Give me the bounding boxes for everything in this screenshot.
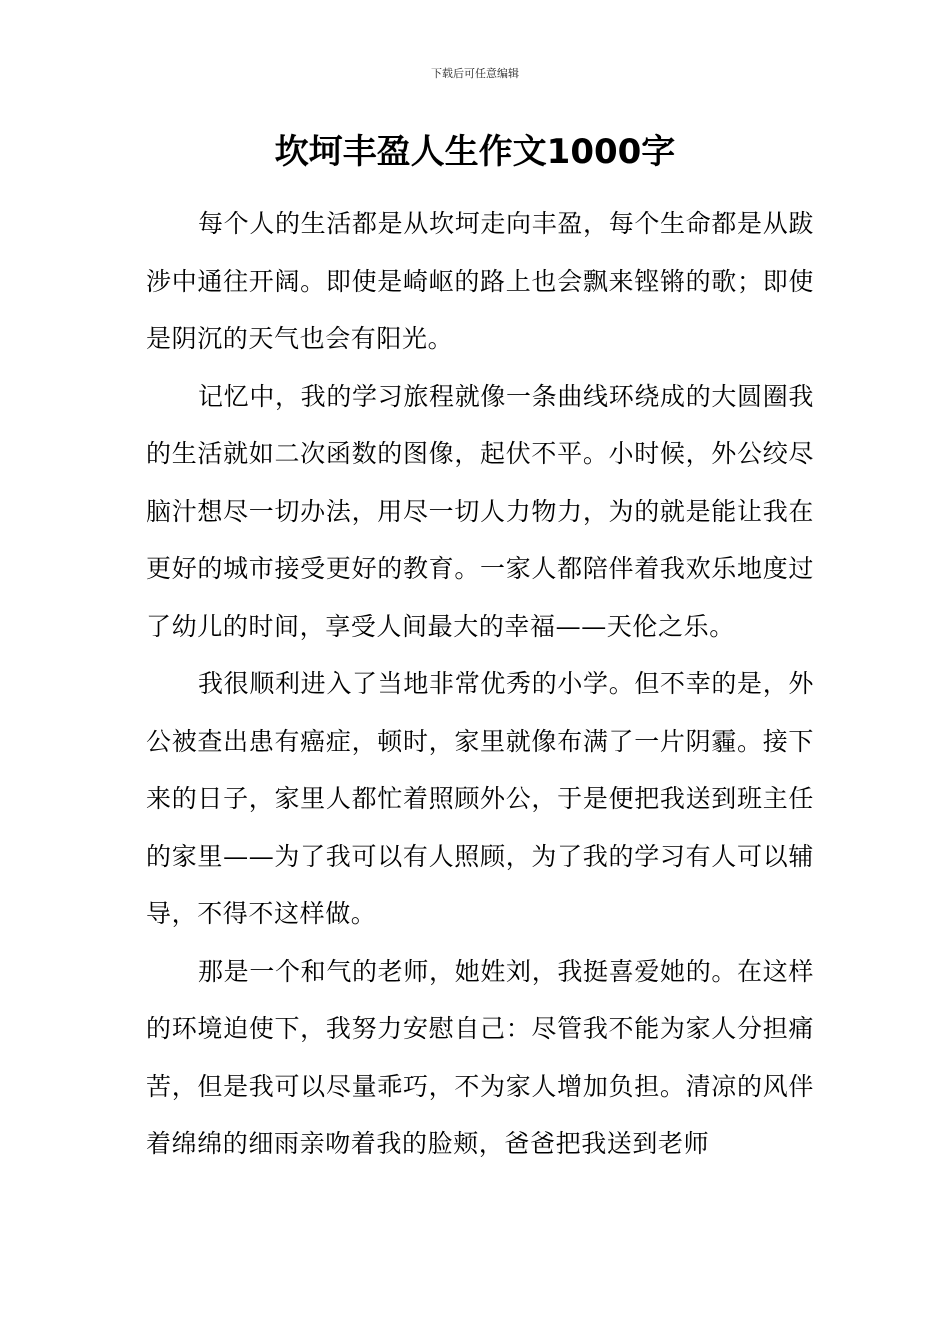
document-title: 坎坷丰盈人生作文1000字 bbox=[274, 132, 676, 172]
header-note: 下载后可任意编辑 bbox=[431, 67, 519, 80]
paragraph-4: 那是一个和气的老师，她姓刘，我挺喜爱她的。在这样的环境迫使下，我努力安慰自己：尽管我不能为家人分担痛苦，但是我可以尽量乖巧，不为家人增加负担。清凉的风伴着绵绵的细雨亲吻着我的脸颊，爸爸把我送到老师 bbox=[146, 956, 814, 1158]
paragraph-1: 每个人的生活都是从坎坷走向丰盈，每个生命都是从跋涉中通往开阔。即使是崎岖的路上也会飘来铿锵的歌；即使是阴沉的天气也会有阳光。 bbox=[146, 209, 814, 353]
article-body bbox=[146, 195, 814, 1173]
paragraph-3: 我很顺利进入了当地非常优秀的小学。但不幸的是，外公被查出患有癌症，顿时，家里就像布满了一片阴霾。接下来的日子，家里人都忙着照顾外公，于是便把我送到班主任的家里——为了我可以有人照顾，为了我的学习有人可以辅导，不得不这样做。 bbox=[146, 669, 814, 928]
paragraph-2: 记忆中，我的学习旅程就像一条曲线环绕成的大圆圈我的生活就如二次函数的图像，起伏不平。小时候，外公绞尽脑汁想尽一切办法，用尽一切人力物力，为的就是能让我在更好的城市接受更好的教育。一家人都陪伴着我欢乐地度过了幼儿的时间，享受人间最大的幸福——天伦之乐。 bbox=[146, 381, 814, 641]
